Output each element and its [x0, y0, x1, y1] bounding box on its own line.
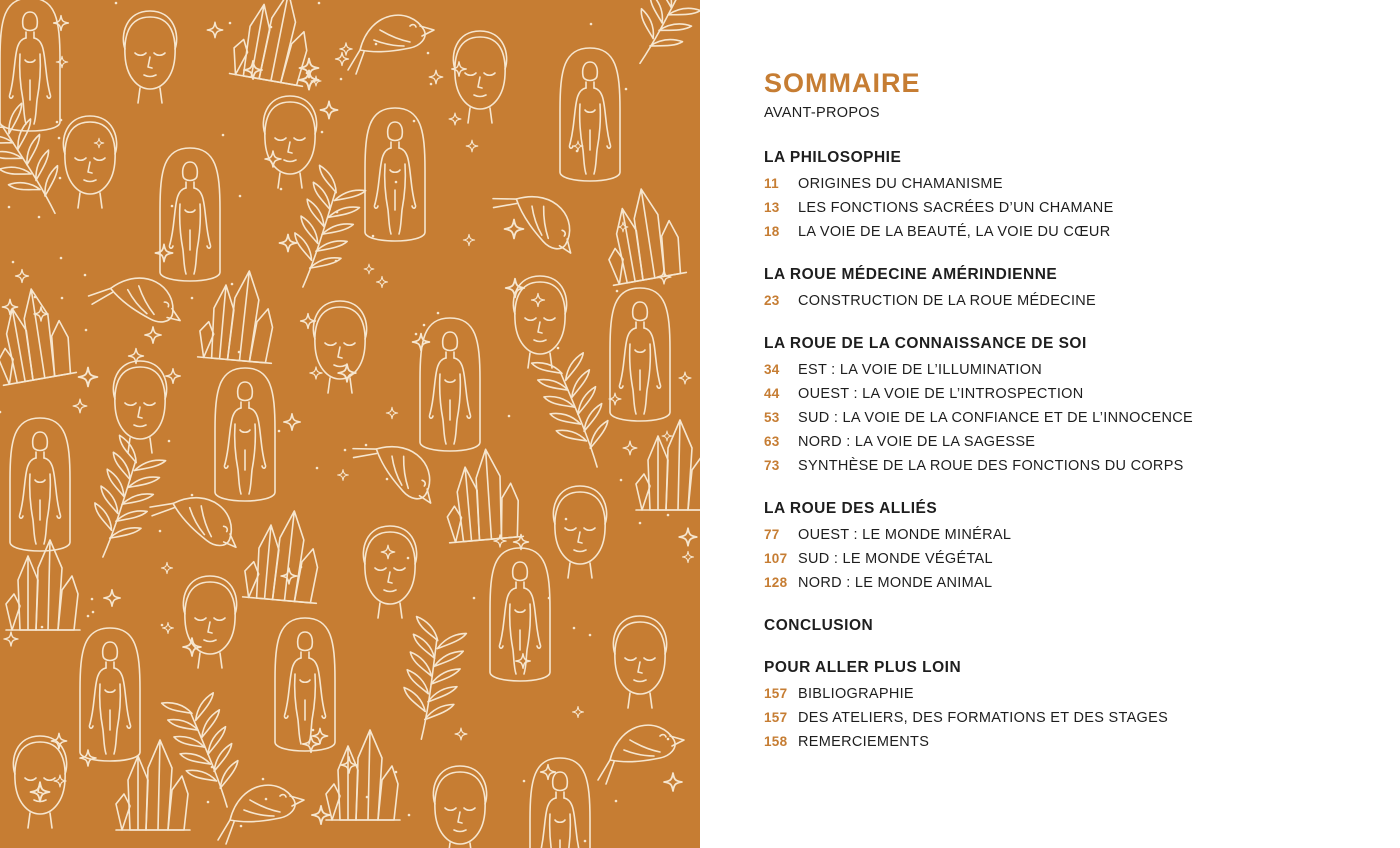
- dot-ornament: [41, 626, 44, 629]
- dot-ornament: [473, 597, 476, 600]
- dot-ornament: [171, 205, 174, 208]
- dot-ornament: [34, 296, 37, 299]
- entry-page-number: 53: [764, 410, 780, 425]
- toc-entry[interactable]: [764, 220, 1364, 244]
- entry-page-number: 107: [764, 551, 788, 566]
- dot-ornament: [191, 494, 194, 497]
- dot-ornament: [344, 449, 347, 452]
- toc-title: SOMMAIRE: [764, 68, 921, 98]
- section-heading: LA PHILOSOPHIE: [764, 149, 902, 166]
- dot-ornament: [372, 235, 375, 238]
- dot-ornament: [265, 798, 268, 801]
- dot-ornament: [437, 312, 440, 315]
- dot-ornament: [667, 514, 670, 517]
- dot-ornament: [231, 283, 234, 286]
- entry-title: NORD : LA VOIE DE LA SAGESSE: [798, 434, 1036, 450]
- entry-title: SYNTHÈSE DE LA ROUE DES FONCTIONS DU CORPS: [798, 458, 1184, 474]
- entry-page-number: 44: [764, 386, 780, 401]
- entry-title: BIBLIOGRAPHIE: [798, 686, 914, 702]
- toc-entry[interactable]: [764, 382, 1364, 406]
- dot-ornament: [207, 801, 210, 804]
- dot-ornament: [667, 738, 670, 741]
- dot-ornament: [238, 351, 241, 354]
- entry-page-number: 13: [764, 200, 780, 215]
- toc-entry[interactable]: [764, 289, 1364, 313]
- dot-ornament: [12, 261, 15, 264]
- section-heading: POUR ALLER PLUS LOIN: [764, 659, 962, 676]
- dot-ornament: [386, 478, 389, 481]
- dot-ornament: [61, 297, 64, 300]
- toc-entry[interactable]: [764, 406, 1364, 430]
- toc-entry[interactable]: [764, 172, 1364, 196]
- entry-page-number: 63: [764, 434, 780, 449]
- toc-foreword: AVANT-PROPOS: [764, 105, 880, 121]
- dot-ornament: [87, 615, 90, 618]
- dot-ornament: [211, 766, 214, 769]
- dot-ornament: [576, 150, 579, 153]
- entry-title: DES ATELIERS, DES FORMATIONS ET DES STAGES: [798, 710, 1169, 726]
- entry-page-number: 128: [764, 575, 788, 590]
- entry-page-number: 73: [764, 458, 780, 473]
- dot-ornament: [365, 444, 368, 447]
- entry-page-number: 18: [764, 224, 780, 239]
- entry-title: ORIGINES DU CHAMANISME: [798, 176, 1003, 192]
- dot-ornament: [565, 518, 568, 521]
- dot-ornament: [639, 522, 642, 525]
- dot-ornament: [84, 274, 87, 277]
- toc-section: [764, 615, 1364, 637]
- dot-ornament: [300, 566, 303, 569]
- entry-title: LA VOIE DE LA BEAUTÉ, LA VOIE DU CŒUR: [798, 224, 1111, 240]
- dot-ornament: [589, 634, 592, 637]
- dot-ornament: [557, 347, 560, 350]
- toc-entry[interactable]: [764, 430, 1364, 454]
- dot-ornament: [159, 530, 162, 533]
- dot-ornament: [408, 814, 411, 817]
- entry-page-number: 157: [764, 710, 788, 725]
- entry-title: CONSTRUCTION DE LA ROUE MÉDECINE: [798, 293, 1097, 309]
- dot-ornament: [270, 26, 273, 29]
- table-of-contents: [764, 68, 1364, 754]
- toc-section: [764, 264, 1364, 313]
- dot-ornament: [306, 72, 309, 75]
- toc-entry[interactable]: [764, 523, 1364, 547]
- entry-page-number: 23: [764, 293, 780, 308]
- dot-ornament: [395, 771, 398, 774]
- toc-section: [764, 657, 1364, 754]
- dot-ornament: [8, 206, 11, 209]
- section-heading: LA ROUE MÉDECINE AMÉRINDIENNE: [764, 266, 1058, 283]
- dot-ornament: [59, 177, 62, 180]
- toc-section: [764, 333, 1364, 478]
- section-heading: LA ROUE DES ALLIÉS: [764, 500, 938, 517]
- dot-ornament: [161, 624, 164, 627]
- dot-ornament: [222, 134, 225, 137]
- dot-ornament: [427, 52, 430, 55]
- dot-ornament: [413, 120, 416, 123]
- dot-ornament: [336, 211, 339, 214]
- dot-ornament: [312, 729, 315, 732]
- entry-title: EST : LA VOIE DE L’ILLUMINATION: [798, 362, 1043, 378]
- toc-entry[interactable]: [764, 706, 1364, 730]
- dot-ornament: [620, 479, 623, 482]
- dot-ornament: [573, 627, 576, 630]
- dot-ornament: [278, 430, 281, 433]
- toc-entry[interactable]: [764, 682, 1364, 706]
- dot-ornament: [85, 329, 88, 332]
- dot-ornament: [280, 188, 283, 191]
- dot-ornament: [168, 440, 171, 443]
- entry-title: LES FONCTIONS SACRÉES D’UN CHAMANE: [798, 200, 1114, 216]
- toc-entry[interactable]: [764, 454, 1364, 478]
- entry-title: SUD : LA VOIE DE LA CONFIANCE ET DE L’INNOCENCE: [798, 410, 1193, 426]
- dot-ornament: [615, 800, 618, 803]
- dot-ornament: [584, 840, 587, 843]
- dot-ornament: [92, 611, 95, 614]
- entry-page-number: 34: [764, 362, 780, 377]
- dot-ornament: [548, 597, 551, 600]
- toc-section: [764, 147, 1364, 244]
- entry-title: REMERCIEMENTS: [798, 734, 930, 750]
- section-heading: LA ROUE DE LA CONNAISSANCE DE SOI: [764, 335, 1087, 352]
- dot-ornament: [316, 467, 319, 470]
- entry-title: SUD : LE MONDE VÉGÉTAL: [798, 551, 993, 567]
- dot-ornament: [229, 22, 232, 25]
- dot-ornament: [38, 216, 41, 219]
- entry-title: NORD : LE MONDE ANIMAL: [798, 575, 993, 591]
- dot-ornament: [56, 121, 59, 124]
- toc-section: [764, 498, 1364, 595]
- section-heading: CONCLUSION: [764, 617, 874, 634]
- dot-ornament: [625, 88, 628, 91]
- dot-ornament: [590, 23, 593, 26]
- dot-ornament: [375, 43, 378, 46]
- dot-ornament: [423, 324, 426, 327]
- entry-page-number: 158: [764, 734, 788, 749]
- toc-entry[interactable]: [764, 358, 1364, 382]
- dot-ornament: [240, 825, 243, 828]
- entry-page-number: 11: [764, 176, 779, 191]
- dot-ornament: [191, 297, 194, 300]
- dot-ornament: [366, 796, 369, 799]
- toc-entry[interactable]: [764, 547, 1364, 571]
- dot-ornament: [340, 78, 343, 81]
- dot-ornament: [430, 83, 433, 86]
- dot-ornament: [58, 137, 61, 140]
- dot-ornament: [415, 333, 418, 336]
- toc-entry[interactable]: [764, 196, 1364, 220]
- dot-ornament: [262, 778, 265, 781]
- dot-ornament: [508, 415, 511, 418]
- dot-ornament: [318, 2, 321, 5]
- dot-ornament: [239, 195, 242, 198]
- toc-entry[interactable]: [764, 571, 1364, 595]
- entry-title: OUEST : LA VOIE DE L’INTROSPECTION: [798, 386, 1084, 402]
- dot-ornament: [335, 260, 338, 263]
- toc-entry[interactable]: [764, 730, 1364, 754]
- entry-title: OUEST : LE MONDE MINÉRAL: [798, 527, 1012, 543]
- dot-ornament: [60, 257, 63, 260]
- dot-ornament: [523, 780, 526, 783]
- dot-ornament: [616, 290, 619, 293]
- dot-ornament: [91, 598, 94, 601]
- entry-page-number: 157: [764, 686, 788, 701]
- dot-ornament: [407, 557, 410, 560]
- dot-ornament: [115, 2, 118, 5]
- dot-ornament: [60, 119, 63, 122]
- dot-ornament: [321, 131, 324, 134]
- entry-page-number: 77: [764, 527, 780, 542]
- dot-ornament: [395, 181, 398, 184]
